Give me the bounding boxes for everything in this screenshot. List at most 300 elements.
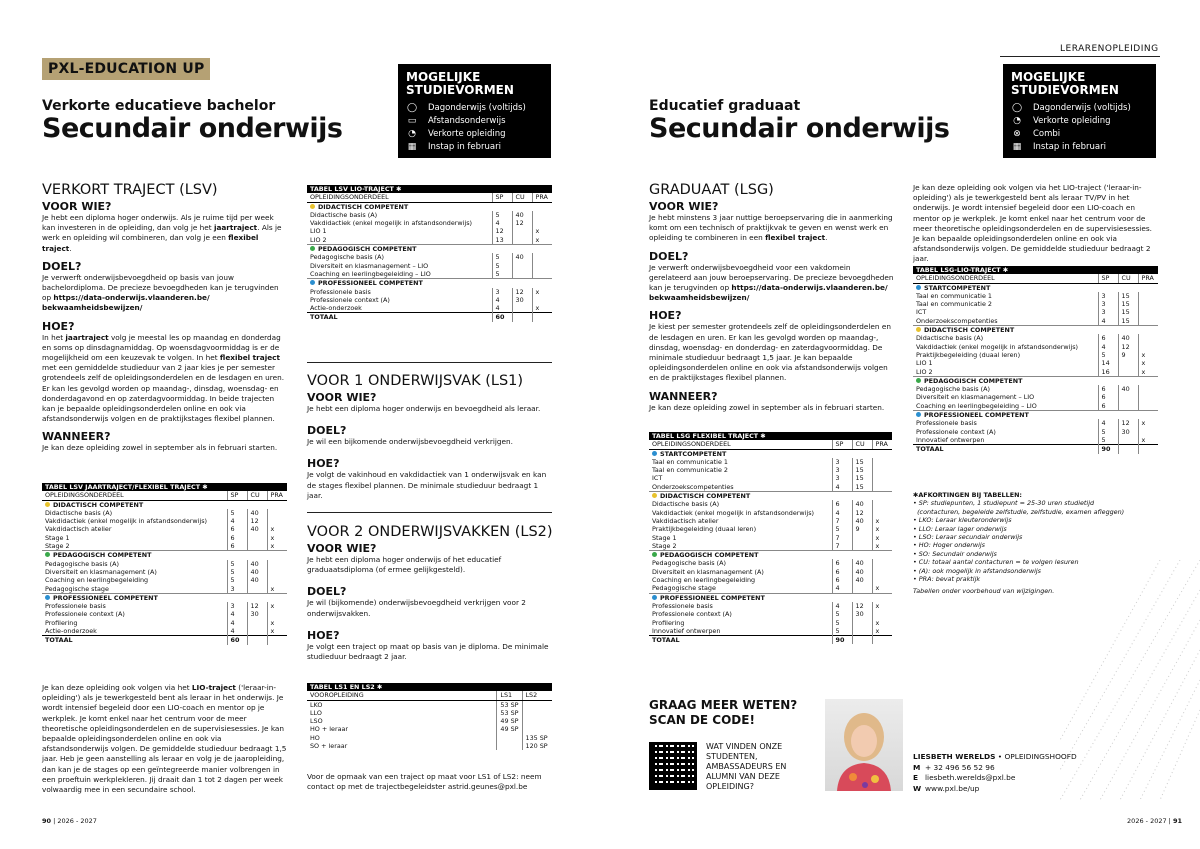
abbr-item: • HO: Hoger onderwijs [913,541,985,550]
table-cell: Taal en communicatie 1 [916,291,992,300]
program-subtitle: Verkorte educatieve bachelor [42,98,276,114]
table-cell [852,627,872,636]
table-cell: 120 SP [522,742,552,750]
table-cell: 15 [1118,300,1138,308]
study-form-item: ▭ Afstandsonderwijs [407,116,506,126]
table-cell: 6 [1098,385,1118,393]
table-row [649,627,892,636]
table-cell: 6 [832,568,852,576]
who-text: Je hebt een diploma hoger onderwijs en bevoegdheid als leraar. [307,404,541,413]
section-name: DIDACTISCH COMPETENT [924,326,1015,335]
table-section [42,551,287,560]
table-cell: Innovatief ontwerpen [652,626,721,635]
table-cell: Coaching en leerlingbegeleiding – LIO [916,401,1037,410]
table-row [307,709,552,717]
table-cell: 4 [1098,419,1118,427]
contact-role: • OPLEIDINGSHOOFD [995,752,1077,761]
table-cell: 30 [1118,428,1138,436]
table-row [913,393,1158,401]
table-cell: 5 [832,610,852,618]
abbr-item: (contacturen, begeleide zelfstudie, zelfstudie, examen afleggen) [913,507,1125,516]
table-cell: 40 [852,559,872,567]
competence-dot-icon [916,412,921,417]
study-form-item: ▦ Instap in februari [407,142,501,152]
table-cell: 4 [832,584,852,593]
who-heading: VOOR WIE? [307,391,377,404]
table-cell: 5 [227,560,247,568]
goal-link[interactable]: https://data-onderwijs.vlaanderen.be/ bekwaamheidsbewijzen/ [649,283,888,303]
table-cell: 30 [512,296,532,304]
table-cell [1118,436,1138,445]
table-cell: 4 [227,619,247,627]
table-cell [512,236,532,245]
table-cell: 12 [852,509,872,517]
fast-forward-icon: ◔ [408,129,416,139]
contact-photo [825,699,903,791]
col-header: CU [1118,274,1138,283]
table-row [42,585,287,594]
competence-dot-icon [310,204,315,209]
table-cell: Vakdidactiek (enkel mogelijk in afstandsonderwijs) [310,219,473,228]
section-name: PEDAGOGISCH COMPETENT [53,551,152,560]
col-header: OPLEIDINGSONDERDEEL [42,491,227,500]
divider [1000,56,1160,57]
table-row [307,742,552,750]
table-cell: 3 [1098,300,1118,308]
table-cell: LIO 2 [310,235,327,244]
when-text: Je kan deze opleiding zowel in september als in februari starten. [649,402,885,412]
table-cell [1118,393,1138,401]
section-name: PROFESSIONEEL COMPETENT [53,593,158,602]
table-cell [872,466,892,474]
table-row [649,559,892,567]
abbr-item: • LSO: Leraar secundair onderwijs [913,533,1023,542]
table-cell [247,619,267,627]
table-row [649,542,892,551]
how-heading: HOE? [307,457,340,471]
table-cell: Diversiteit en klasmanagement – LIO [310,261,429,270]
table-cell: 40 [247,568,267,576]
how-heading: HOE? [307,628,340,642]
table-cell: 5 [227,568,247,576]
table-cell: Diversiteit en klasmanagement – LIO [916,393,1035,402]
table-row [42,627,287,636]
table-row [307,725,552,733]
table-cell: 12 [1118,419,1138,427]
table-row [649,474,892,482]
total-value: 90 [1098,445,1118,454]
table-cell: Professionele context (A) [310,295,390,304]
total-label: TOTAAL [913,445,1098,454]
divider [307,512,552,513]
table-cell [872,568,892,576]
table-cell [1138,428,1158,436]
table-cell [1138,393,1158,401]
combi-icon: ⊗ [1013,129,1021,139]
table-row [42,525,287,533]
table-cell: 5 [227,509,247,517]
table-cell: 4 [227,517,247,525]
table-row [42,509,287,517]
abbr-item: • LLO: Leraar lager onderwijs [913,524,1007,533]
table-cell: 12 [247,517,267,525]
table-cell [497,742,522,750]
table-cell: 3 [1098,308,1118,316]
table-cell: 15 [852,466,872,474]
col-header: LS2 [522,691,552,700]
table-cell: 40 [852,576,872,584]
table-cell: Vakdidactisch atelier [45,525,112,534]
table-cell [1138,385,1158,393]
table-cell: 135 SP [522,734,552,742]
table-row [42,517,287,525]
table-cell [1118,402,1138,411]
clock-icon: ◯ [406,103,418,113]
lsg-section [649,182,894,413]
table-cell: x [1138,368,1158,377]
table-cell: 5 [492,253,512,261]
table-cell: Praktijkbegeleiding (duaal leren) [652,525,757,534]
table-cell: SO + leraar [310,742,348,751]
contact-email[interactable]: E liesbeth.werelds@pxl.be [913,773,1016,782]
when-heading: WANNEER? [42,430,111,444]
table-cell: 6 [832,500,852,508]
how-text: In het jaartraject volg je meestal les op maandag en donderdag en soms op dinsdagnamiddag. Op woensdagvoormiddag is er de mogelijkheid om een keuzevak te volgen. In het flexibel traject met een gemiddelde studieduur van 2 jaar kies je per semester grotendeels zelf de opleidingsonderdelen en de lesdagen en uren. Er kan les gevolgd worden op maandag-, dinsdag, woensdag- en donderdagavond en op zaterdagvoormiddag. In beide trajecten kan je bepaalde opleidingsonderdelen online en ook via afstandsonderwijs volgen en de praktijkstages flexibel plannen. [42,332,285,424]
table-row [649,517,892,525]
table-cell [522,725,552,733]
table-cell: 5 [1098,436,1118,445]
who-heading: VOOR WIE? [42,200,112,213]
col-header: CU [247,491,267,500]
table-cell: 7 [832,542,852,551]
table-cell: x [872,602,892,610]
abbr-item: • CU: totaal aantal contacturen = te volgen lesuren [913,558,1079,567]
table-row [913,402,1158,411]
table-cell: 40 [512,253,532,261]
table-cell: 15 [1118,308,1138,316]
section-name: STARTCOMPETENT [660,449,727,458]
table-row [913,419,1158,427]
table-cell [532,296,552,304]
table-cell: Didactische basis (A) [45,508,113,517]
table-cell [267,509,287,517]
total-label: TOTAAL [649,636,832,645]
col-header: LS1 [497,691,522,700]
table-cell: 3 [832,466,852,474]
table-cell [532,262,552,270]
table-cell: 3 [227,602,247,610]
table-cell [872,474,892,482]
table-section [307,279,552,288]
table-cell: Coaching en leerlingbegeleiding [45,576,149,585]
table-cell: 4 [227,627,247,636]
table-cell: LIO 1 [916,359,933,368]
table-cell: Professionele context (A) [652,610,732,619]
lsg-lio-table [913,266,1158,454]
study-form-item: ◯ Dagonderwijs (voltijds) [406,103,526,113]
table-cell [247,627,267,636]
table-cell: 53 SP [497,709,522,717]
table-cell: 5 [227,576,247,584]
table-cell: x [872,525,892,533]
table-total [913,445,1158,454]
competence-dot-icon [916,327,921,332]
table-cell [267,517,287,525]
table-cell [247,542,267,551]
competence-dot-icon [652,552,657,557]
abbr-item: • SP: studiepunten, 1 studiepunt = 25-30 uren studietijd [913,499,1095,508]
table-cell: 6 [227,542,247,551]
col-header: SP [832,440,852,449]
table-row [913,428,1158,436]
table-title: TABEL LSG-LIO-TRAJECT ✱ [913,266,1158,274]
table-cell: 3 [832,474,852,482]
table-cell [267,568,287,576]
who-heading: VOOR WIE? [649,200,719,213]
table-cell: Pedagogische basis (A) [652,559,726,568]
contact-block [913,752,1077,794]
table-cell [872,610,892,618]
table-cell: 5 [1098,428,1118,436]
abbr-heading: ✱AFKORTINGEN BIJ TABELLEN: [913,491,1022,499]
table-total [42,636,287,645]
table-row [649,584,892,593]
ls2-section [307,524,552,662]
table-section [913,376,1158,385]
table-section [42,593,287,602]
table-cell [852,542,872,551]
table-cell: Didactische basis (A) [310,210,378,219]
how-heading: HOE? [649,309,682,323]
contact-name: LIESBETH WERELDS [913,752,996,761]
table-cell: 40 [1118,385,1138,393]
table-total [307,313,552,322]
study-form-item: ◯ Dagonderwijs (voltijds) [1011,103,1131,113]
table-total [649,636,892,645]
table-cell: 3 [832,458,852,466]
table-cell: x [872,619,892,627]
table-row [913,385,1158,393]
total-label: TOTAAL [307,313,492,322]
how-text: Je kiest per semester grotendeels zelf de opleidingsonderdelen en de lesdagen en uren. Er kan les gevolgd worden op maandag-, dinsdag, woensdag- en donderdag- en zaterdagvoormiddag. De minimale studieduur bedraagt 1,5 jaar. Je kan bepaalde opleidingsonderdelen online en ook via afstandsonderwijs volgen en de praktijkstages flexibel plannen. [649,322,891,383]
table-cell: LKO [310,700,323,709]
table-cell: 40 [852,568,872,576]
table-cell: 5 [492,211,512,219]
table-row [307,717,552,725]
table-cell: Stage 1 [45,533,70,542]
table-cell [872,483,892,492]
table-cell: 4 [832,509,852,517]
study-form-item: ◔ Verkorte opleiding [406,128,543,141]
table-row [307,236,552,245]
abbr-item: • LKO: Leraar kleuteronderwijs [913,516,1012,525]
table-cell: Professionele basis [45,602,106,611]
table-cell: LSO [310,717,323,726]
table-cell: 6 [227,525,247,533]
section-name: PROFESSIONEEL COMPETENT [924,411,1029,420]
table-cell: Taal en communicatie 2 [916,300,992,309]
table-row [913,343,1158,351]
table-row [307,288,552,296]
decorative-pattern [1060,560,1200,800]
lsv-section [42,182,287,454]
total-value: 90 [832,636,852,645]
table-cell: 9 [852,525,872,533]
calendar-icon: ▦ [407,142,417,152]
table-cell: 6 [1098,334,1118,342]
table-cell: 5 [832,525,852,533]
table-cell: 12 [492,227,512,235]
study-forms-box [1003,64,1156,158]
table-row [307,270,552,279]
competence-dot-icon [916,378,921,383]
table-cell: x [1138,436,1158,445]
lsg-lio-section [913,183,1158,265]
table-cell: Pedagogische stage [652,584,716,593]
col-header: SP [227,491,247,500]
goal-heading: DOEL? [42,259,82,273]
table-cell [852,619,872,627]
table-cell: 40 [1118,334,1138,342]
col-header: PRA [1138,274,1158,283]
how-heading: HOE? [42,319,75,333]
table-row [307,211,552,219]
table-title: TABEL LSV LIO-TRAJECT ✱ [307,185,552,193]
col-header: PRA [872,440,892,449]
table-row [913,308,1158,316]
table-cell: Didactische basis (A) [652,500,720,509]
table-row [42,542,287,551]
study-form-item: ⊗ Combi [1011,128,1148,141]
table-cell [267,560,287,568]
table-cell: 5 [832,627,852,636]
table-row [649,458,892,466]
table-row [42,560,287,568]
table-cell: Actie-onderzoek [45,627,97,636]
table-cell: 40 [852,500,872,508]
table-cell: 15 [852,458,872,466]
goal-text: Je wil een bijkomende onderwijsbevoegdheid verkrijgen. [307,437,513,447]
table-cell [1138,317,1158,326]
table-cell: 16 [1098,368,1118,377]
table-cell: 6 [1098,393,1118,401]
section-name: DIDACTISCH COMPETENT [660,492,751,501]
lsg-table [649,432,892,644]
table-cell [872,559,892,567]
col-header: PRA [267,491,287,500]
table-cell: Onderzoekscompetenties [916,316,998,325]
section-name: PEDAGOGISCH COMPETENT [924,376,1023,385]
section-heading: VERKORT TRAJECT (LSV) [42,182,218,198]
table-cell: Pedagogische basis (A) [916,385,990,394]
competence-dot-icon [310,280,315,285]
table-cell: Coaching en leerlingbegeleiding – LIO [310,269,431,278]
table-cell: Professionele context (A) [916,427,996,436]
table-cell: 6 [832,576,852,584]
table-cell [1118,368,1138,377]
table-cell: 15 [1118,317,1138,326]
total-value: 60 [492,313,512,322]
col-header: SP [492,193,512,202]
program-badge: PXL-EDUCATION UP [42,58,210,80]
section-name: PROFESSIONEEL COMPETENT [318,279,423,288]
table-cell: x [267,585,287,594]
table-row [649,509,892,517]
table-cell: Praktijkbegeleiding (duaal leren) [916,350,1021,359]
table-cell: Stage 2 [45,542,70,551]
table-cell: Innovatief ontwerpen [916,435,985,444]
table-section [913,283,1158,292]
study-form-item: ◔ Verkorte opleiding [1011,115,1148,128]
table-cell: x [267,534,287,542]
table-row [307,253,552,261]
table-cell: x [1138,419,1158,427]
table-cell: 3 [227,585,247,594]
contact-phone[interactable]: M + 32 496 56 52 96 [913,762,995,772]
goal-heading: DOEL? [307,424,347,438]
section-header: LERARENOPLEIDING [1060,44,1159,54]
table-cell [247,534,267,542]
ls-table [307,683,552,750]
table-section [649,492,892,501]
goal-link[interactable]: https://data-onderwijs.vlaanderen.be/ bekwaamheidsbewijzen/ [42,293,210,313]
cta-heading: GRAAG MEER WETEN? SCAN DE CODE! [649,698,798,727]
table-row [307,219,552,227]
table-row [649,610,892,618]
table-cell: HO + leraar [310,725,349,734]
study-forms-box [398,64,551,158]
table-cell: Vakdidactiek (enkel mogelijk in afstandsonderwijs) [652,508,815,517]
table-cell: x [267,525,287,533]
table-cell: Diversiteit en klasmanagement (A) [45,567,157,576]
table-row [913,334,1158,342]
table-cell: Profilering [45,618,78,627]
contact-website[interactable]: W www.pxl.be/up [913,783,980,793]
table-cell: 6 [227,534,247,542]
table-row [42,619,287,627]
abbr-item: • PRA: bevat praktijk [913,575,981,584]
table-section [649,593,892,602]
table-cell: x [267,542,287,551]
table-cell: x [532,236,552,245]
table-title: TABEL LS1 EN LS2 ✱ [307,683,552,691]
table-cell [522,700,552,709]
table-cell [872,576,892,584]
table-row [42,602,287,610]
table-cell: Professionele basis [916,419,977,428]
table-row [913,436,1158,445]
how-text: Je volgt een traject op maat op basis van je diploma. De minimale studieduur bedraagt 2 jaar. [307,641,549,662]
table-row [42,576,287,584]
competence-dot-icon [45,552,50,557]
table-cell: 4 [492,219,512,227]
table-row [42,610,287,618]
total-value: 60 [227,636,247,645]
monitor-icon: ▭ [407,116,417,126]
table-cell: 12 [1118,343,1138,351]
table-cell: x [1138,351,1158,359]
table-cell: x [872,517,892,525]
table-cell [872,509,892,517]
table-section [307,202,552,211]
table-title: TABEL LSG FLEXIBEL TRAJECT ✱ [649,432,892,440]
qr-code[interactable] [649,742,697,790]
table-cell: LLO [310,708,322,717]
table-cell: 7 [832,517,852,525]
page-title: Secundair onderwijs [649,113,950,144]
table-cell [1138,308,1158,316]
table-cell: Vakdidactisch atelier [652,516,719,525]
